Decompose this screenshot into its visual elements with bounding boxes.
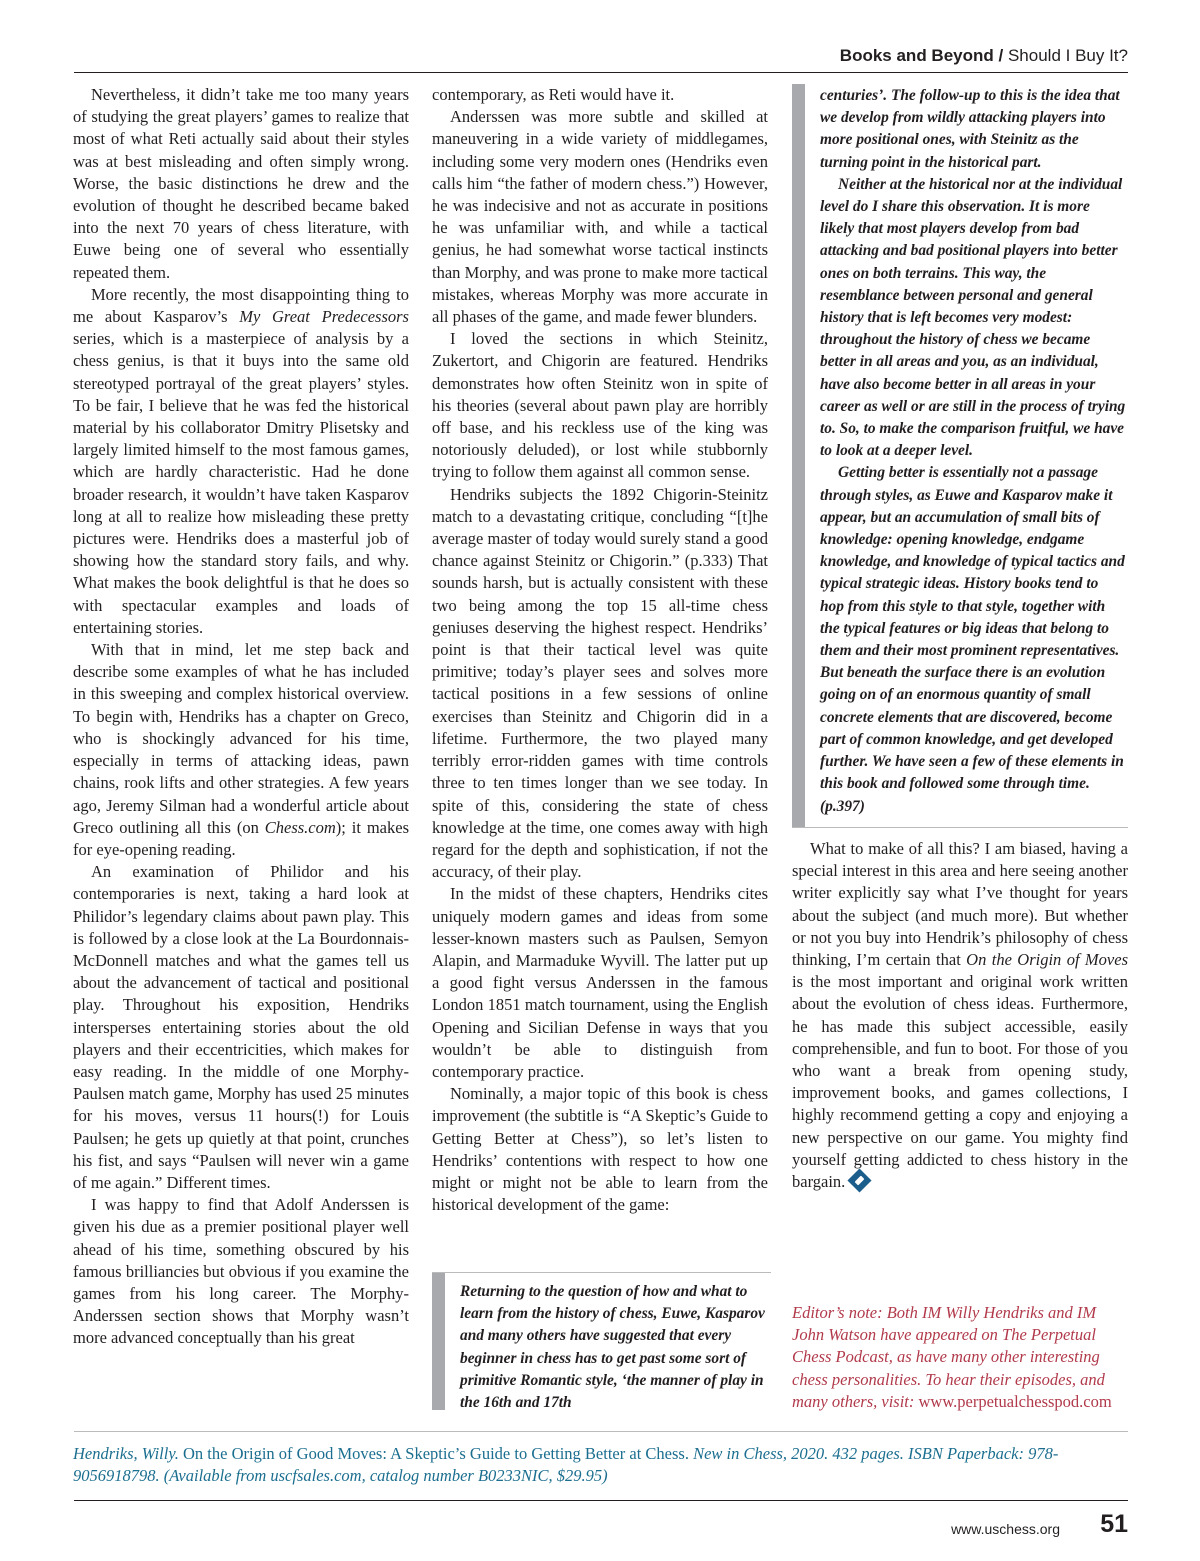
c1-p3-text-b: ); it makes for eye-opening reading.	[73, 817, 409, 859]
quote-paragraph-3: Getting better is essentially not a passage through styles, as Euwe and Kasparov make it appear, but an accumulation of small bits of knowledge: opening knowledge, endgame knowledge, and knowledge of typical tactics and typical strategic ideas. History books tend to hop from this style to that style, together with the typical features or big ideas that belong to them and their most prominent representatives. But beneath the surface there is an evolution going on of an enormous quantity of small concrete elements that are discovered, become part of common knowledge, and get developed further. We have seen a few of these elements in this book and followed some through time. (p.397)	[820, 464, 1125, 815]
block-quote-continued	[792, 84, 1128, 828]
c1-paragraph-5: I was happy to find that Adolf Anderssen is given his due as a premier positional player well ahead of his time, something obscured by his famous brilliancies but obvious if you examine the games from his long career. The Morphy-Anderssen section shows that Morphy wasn’t more advanced conceptually than his great	[73, 1195, 409, 1348]
header-section: Books and Beyond	[839, 46, 994, 65]
c1-p2-text-a: More recently, the most disappointing thing to me about Kasparov’s	[73, 284, 409, 327]
c1-p3-text-a: With that in mind, let me step back and describe some examples of what he has included in this sweeping and complex historical overview. To begin with, Hendriks has a chapter on Greco, who is shockingly advanced for his time, especially in terms of attacking ideas, pawn chains, rook lifts and other strategies. A few years ago, Jeremy Silman had a wonderful article about Greco outlining all this (on	[73, 640, 409, 837]
column-3-text	[792, 838, 1128, 1193]
quote-paragraph: Returning to the question of how and what to learn from the history of chess, Euwe, Kasparov and many others have suggested that every beginner in chess has to get past some sort of primitive Romantic style, ‘the manner of play in the 16th and 17th	[460, 1283, 765, 1412]
book-title-origin-of-moves: On the Origin of Moves	[966, 950, 1128, 970]
book-title-great-predecessors: My Great Predecessors	[239, 307, 409, 327]
header-separator: /	[998, 46, 1004, 65]
quote-text	[820, 85, 1126, 818]
footer-rule	[74, 1500, 1128, 1501]
editor-note-text: Editor’s note: Both IM Willy Hendriks and IM John Watson have appeared on The Perpetual Chess Podcast, as have many other interesting chess personalities. To hear their episodes, and many others, visit:	[792, 1303, 1105, 1411]
citation-details: New in Chess, 2020. 432 pages. ISBN Paperback: 978-9056918798. (Available from uscfsales.com, catalog number B0233NIC, $29.95)	[73, 1444, 1059, 1486]
c2-paragraph-2: Anderssen was more subtle and skilled at maneuvering in a wide variety of middlegames, including some very modern ones (Hendriks even calls him “the father of modern chess.”) However, he was indecisive and not as accurate in positions he was unfamiliar with, and while a tactical genius, he had somewhat worse tactical instincts than Morphy, and was prone to make more tactical mistakes, whereas Morphy was more accurate in all phases of the game, and made fewer blunders.	[432, 107, 768, 327]
editor-note	[792, 1302, 1128, 1413]
citation-author: Hendriks, Willy.	[73, 1444, 179, 1463]
c2-paragraph-5: In the midst of these chapters, Hendriks cites uniquely modern games and ideas from some lesser-known masters such as Paulsen, Semyon Alapin, and Marmaduke Wyvill. The latter put up a good fight versus Anderssen in the famous London 1851 match tournament, using the English Opening and Sicilian Defense in ways that you wouldn’t be able to distinguish from contemporary practice.	[432, 884, 768, 1081]
running-header	[840, 44, 1128, 68]
uscf-diamond-icon	[848, 1169, 872, 1193]
quote-paragraph-2: Neither at the historical nor at the individual level do I share this observation. It is more likely that most players develop from bad attacking and bad positional players into better ones on both terrains. This way, the resemblance between personal and general history that is left becomes very modest: throughout the history of chess we became better in all areas and you, as an individual, have also become better in all areas in your career as well or are still in the process of trying to. So, to make the comparison fruitful, we have to look at a deeper level.	[820, 175, 1126, 460]
c2-paragraph-4: Hendriks subjects the 1892 Chigorin-Steinitz match to a devastating critique, concluding “[t]he average master of today would surely stand a good chance against Steinitz or Chigorin.” (p.333) That sounds harsh, but is actually consistent with these two being among the top 15 all-time chess geniuses deserving the highest respect. Hendriks’ point is that their tactical level was quite primitive; today’s player sees and solves more tactical positions in a few sessions of online exercises than Steinitz and Chigorin did in a lifetime. Furthermore, the two played many terribly error-ridden games with time controls three to ten times longer than we see today. In spite of this, considering the state of chess knowledge at the time, one comes away with high regard for the depth and sophistication, if not the accuracy, of their play.	[432, 484, 768, 882]
c1-paragraph-4: An examination of Philidor and his contemporaries is next, taking a hard look at Philidor’s legendary claims about pawn play. This is followed by a close look at the La Bourdonnais-McDonnell matches and what the games tell us about the advancement of tactical and positional play. Throughout his exposition, Hendriks intersperses entertaining stories about the old players and their eccentricities, which makes for easy reading. In the middle of one Morphy-Paulsen match game, Morphy has used 25 minutes for his moves, versus 11 hours(!) for Louis Paulsen; he gets up quietly at that point, crunches his fist, and says “Paulsen will never win a game of me again.” Different times.	[73, 862, 409, 1192]
c3-p1-text-b: is the most important and original work written about the evolution of chess ideas. Furthermore, he has made this subject accessible, easily comprehensible, and fun to boot. For those of you who want a break from opening study, improvement books, and games collections, I highly recommend getting a copy and enjoying a new perspective on our game. You mighty find yourself getting addicted to chess history in the bargain.	[792, 972, 1128, 1192]
citation-title: On the Origin of Good Moves: A Skeptic’s Guide to Getting Better at Chess.	[178, 1444, 689, 1463]
page-number: 51	[1100, 1510, 1128, 1538]
book-citation	[73, 1443, 1128, 1487]
footer-url[interactable]: www.uschess.org	[951, 1521, 1060, 1537]
quote-bar	[432, 1273, 445, 1410]
c2-paragraph-3: I loved the sections in which Steinitz, Zukertort, and Chigorin are featured. Hendriks demonstrates how often Steinitz won in spite of his theories (several about pawn play are horribly off base, and his reckless use of the king was notoriously deluded), or lost while stubbornly trying to follow them against all common sense.	[432, 329, 768, 482]
quote-paragraph-1: centuries’. The follow-up to this is the idea that we develop from wildly attacking players into more positional ones, with Steinitz as the turning point in the historical part.	[820, 87, 1120, 171]
c3-p1-text-a: What to make of all this? I am biased, having a special interest in this area and here seeing another writer explicitly say what I’ve thought for years about the subject (and much more). But whether or not you buy into Hendrik’s philosophy of chess thinking, I’m certain that	[792, 839, 1128, 970]
c2-paragraph-6: Nominally, a major topic of this book is chess improvement (the subtitle is “A Skeptic’s Guide to Getting Better at Chess”), so let’s listen to Hendriks’ contentions with respect to how one might or might not be able to learn from the historical development of the game:	[432, 1084, 768, 1215]
c1-paragraph-3	[73, 639, 409, 861]
c1-paragraph-2	[73, 284, 409, 639]
c3-paragraph-1	[792, 838, 1128, 1193]
c1-p2-text-b: series, which is a masterpiece of analysis by a chess genius, is that it buys into the same old stereotyped portrayal of the great players’ styles. To be fair, I believe that he was fed the historical material by his collaborator Dmitry Plisetsky and largely limited himself to the most famous games, which are hardly characteristic. Had he done broader research, it wouldn’t have taken Kasparov long at all to realize how misleading these pretty pictures were. Hendriks does a masterful job of showing how the standard story fails, and why. What makes the book delightful is that he does so with spectacular examples and loads of entertaining stories.	[73, 329, 409, 637]
citation-top-rule	[74, 1431, 1128, 1432]
chess-com-site: Chess.com	[264, 817, 336, 837]
header-rule	[74, 72, 1128, 73]
quote-text	[460, 1281, 767, 1414]
c2-paragraph-1: contemporary, as Reti would have it.	[432, 85, 675, 104]
column-2	[432, 84, 768, 1216]
block-quote-start	[432, 1272, 771, 1410]
column-1	[73, 84, 409, 1350]
quote-bar	[792, 84, 805, 827]
header-subsection: Should I Buy It?	[1007, 46, 1128, 65]
c1-paragraph-1: Nevertheless, it didn’t take me too many years of studying the great players’ games to realize that most of what Reti actually said about their styles was at best misleading and often simply wrong. Worse, the basic distinctions he drew and the evolution of thought he described became baked into the next 70 years of chess literature, with Euwe being one of several who essentially repeated them.	[73, 85, 409, 282]
podcast-link[interactable]: www.perpetualchesspod.com	[918, 1391, 1112, 1411]
